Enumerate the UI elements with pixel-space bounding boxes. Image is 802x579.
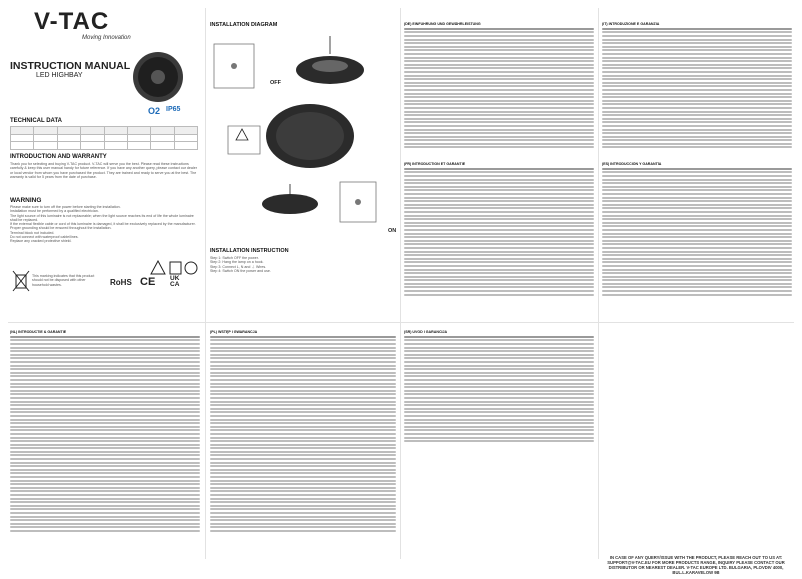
section-heading: (DE) EINFÜHRUNG UND GEWÄHRLEISTUNG: [404, 22, 481, 26]
installation-panel: [210, 22, 396, 322]
warning-item: Installation must be performed by a qualified electrician.: [10, 209, 99, 214]
ip-rating-badge: IP65: [166, 106, 181, 113]
recycle-note: This marking indicates that this product should not be disposed with other household wastes.: [32, 274, 95, 287]
fold-line: [400, 8, 401, 559]
fold-line: [598, 8, 599, 559]
section-es: [602, 162, 792, 312]
section-sr: [404, 330, 594, 552]
warning-title: WARNING: [10, 197, 42, 204]
brand-logo: V-TAC: [34, 8, 110, 35]
cover-panel: [10, 8, 200, 320]
warning-item: Replace any cracked protective shield.: [10, 239, 72, 244]
section-nl: [10, 330, 200, 552]
installation-diagram: [210, 34, 396, 234]
section-heading: (NL) INTRODUCTIE & GARANTIE: [10, 330, 67, 334]
rohs-mark: RoHS: [110, 278, 132, 287]
installation-diagram-title: INSTALLATION DIAGRAM: [210, 22, 278, 28]
section-de: [404, 22, 594, 156]
step-item: Step 3: Connect L, N and ⏚ Wires.: [210, 264, 267, 269]
fold-line: [205, 8, 206, 559]
ce-mark: CE: [140, 276, 156, 288]
intro-text: Thank you for selecting and buying V-TAC product. V-TAC will serve you the best. Please read these instructions carefully & keep this user manual handy for future reference. If you have any another query, please contact our dealer or local vendor from whom you have purchased the product. They are trained and ready to serve you at the best. The warranty is valid for 5 years from the date of purchase.: [10, 162, 197, 179]
intro-title: INTRODUCTION AND WARRANTY: [10, 154, 107, 160]
warning-list: [10, 205, 198, 257]
warning-item: Do not connect with waterproof cable/lines.: [10, 235, 79, 240]
brand-tagline: Moving Innovation: [82, 35, 131, 41]
warning-item: Proper grounding should be ensured throughout the installation.: [10, 226, 112, 231]
step-item: Step 1: Switch OFF the power.: [210, 256, 259, 260]
page-title: INSTRUCTION MANUAL: [10, 60, 131, 72]
support-footer: IN CASE OF ANY QUERY/ISSUE WITH THE PRODUCT, PLEASE REACH OUT TO US AT: SUPPORT@V-TAC.EU FOR MORE PRODUCTS RANGE, INQUIRY PLEASE CONTACT OUR DISTRIBUTOR OR NEAREST DEALER. V-TAC EUROPE LTD. BULGARIA, PLOVDIV 4000, BUL.L.KARAVELOW 9B: [607, 555, 785, 575]
off-label: OFF: [270, 80, 281, 86]
warning-item: If the external flexible cable or cord of this luminaire is damaged, it shall be exclusively replaced by the manufacturer.: [10, 222, 196, 227]
installation-steps: [210, 256, 390, 273]
step-item: Step 4: Switch ON the power and use.: [210, 268, 271, 273]
ukca-mark: UK CA: [170, 275, 180, 288]
step-item: Step 2: Hang the lamp on a hook.: [210, 260, 264, 265]
tech-data-table: [10, 126, 198, 150]
fold-line: [8, 322, 794, 323]
section-heading: (FR) INTRODUCTION ET GARANTIE: [404, 162, 466, 166]
section-pl: [210, 330, 396, 552]
on-label: ON: [388, 228, 396, 234]
warning-item: Please make sure to turn off the power before starting the installation.: [10, 205, 121, 209]
section-heading: (IT) INTRODUZIONE E GARANZIA: [602, 22, 660, 26]
section-heading: (PL) WSTĘP I GWARANCJA: [210, 330, 258, 334]
tech-data-title: TECHNICAL DATA: [10, 118, 62, 124]
warning-item: The light source of this luminaire is not replaceable; when the light source reaches its end of life the whole luminaire shall be replaced.: [10, 213, 194, 222]
highbay-image: [130, 50, 186, 104]
page-subtitle: LED HIGHBAY: [36, 72, 83, 79]
section-fr: [404, 162, 594, 312]
o2-badge: O2: [148, 106, 161, 116]
section-it: [602, 22, 792, 156]
installation-instruction-title: INSTALLATION INSTRUCTION: [210, 248, 289, 254]
weee-bin-icon: [12, 270, 30, 292]
safety-icons: [150, 260, 198, 276]
warning-item: Terminal block not included.: [10, 230, 55, 235]
section-heading: (SR) UVOD I GARANCIJA: [404, 330, 448, 334]
section-heading: (ES) INTRODUCCIÓN Y GARANTÍA: [602, 162, 662, 166]
